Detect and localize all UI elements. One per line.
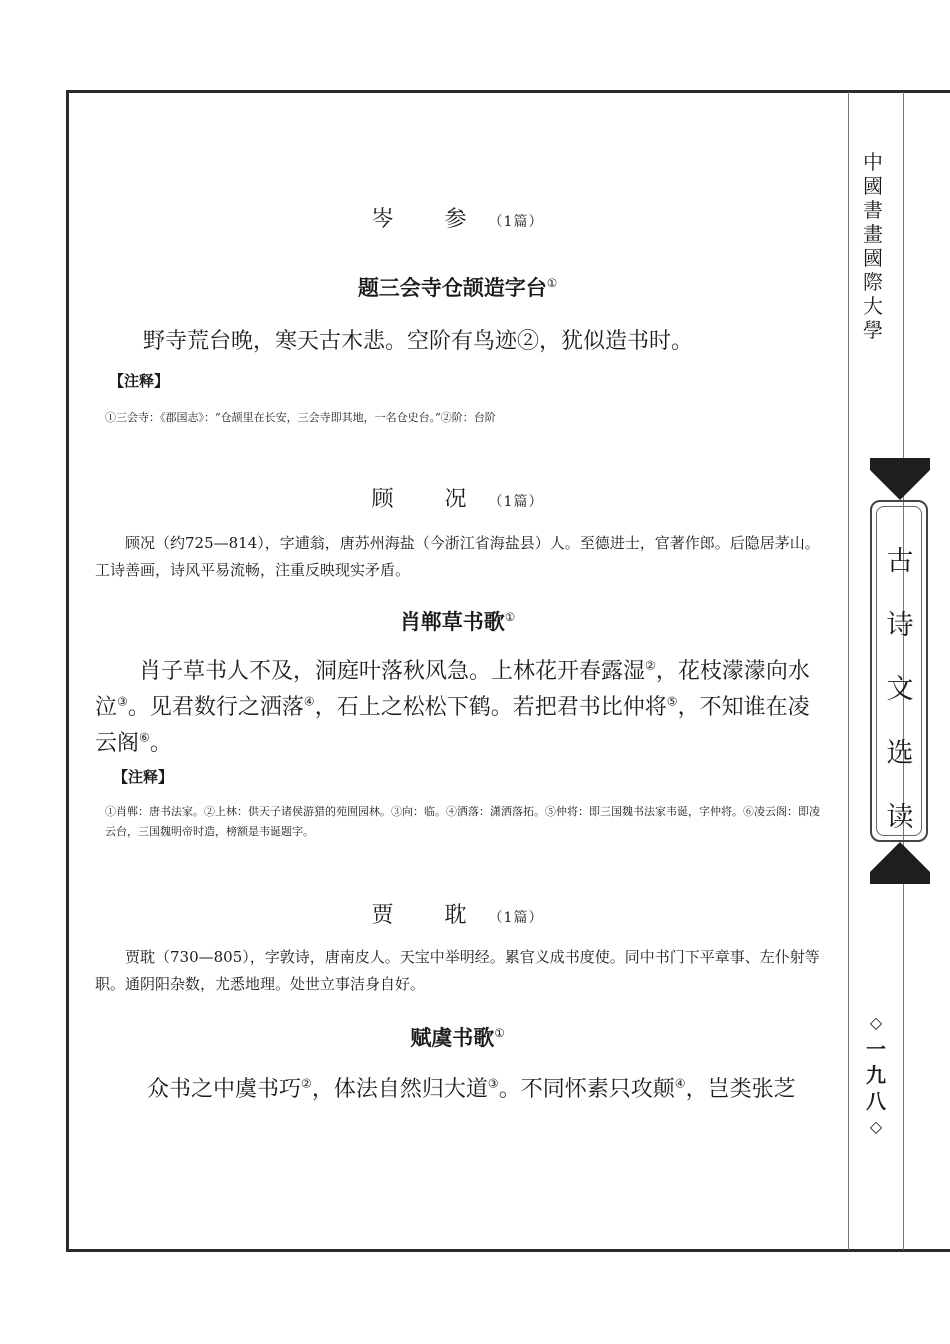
book-title-vertical: 古 诗 文 选 读 — [886, 546, 914, 833]
author-bio: 贾耽（730—805），字敦诗，唐南皮人。天宝中举明经。累官义成书度使。同中书门下平章事、左仆射等职。通阴阳杂数，尤悉地理。处世立事洁身自好。 — [95, 948, 820, 993]
poem-title: 肖郸草书歌① — [399, 610, 516, 634]
page-number: ◇ 一 九 八 ◇ — [860, 1010, 892, 1140]
annotation-heading: 【注释】 — [113, 768, 174, 786]
author-bio: 顾况（约725—814），字逋翁，唐苏州海盐（今浙江省海盐县）人。至德进士，官著作郎。后隐居茅山。工诗善画，诗风平易流畅，注重反映现实矛盾。 — [95, 534, 820, 579]
university-vertical-title: 中 國 書 畫 國 際 大 學 — [863, 150, 883, 342]
decor-bar-top — [870, 458, 930, 470]
decor-chevron-top — [870, 470, 930, 500]
diamond-icon: ◇ — [869, 1117, 883, 1136]
author-heading: 岑 参（1篇） — [371, 207, 544, 232]
annotation-text: ①肖郸：唐书法家。②上林：供天子诸侯游猎的苑囿园林。③向：临。④洒落：潇洒落拓。⑤仲将：即三国魏书法家韦诞，字仲将。⑥凌云阁：即凌云台，三国魏明帝时造，榜额是韦诞题字。 — [105, 805, 820, 838]
poem-text: 众书之中虞书巧②，体法自然归大道③。不同怀素只攻颠④，岂类张芝 — [147, 1076, 796, 1102]
author-heading: 贾 耽（1篇） — [371, 903, 544, 928]
poem-text: 野寺荒台晚，寒天古木悲。空阶有鸟迹②，犹似造书时。 — [143, 329, 694, 354]
annotation-text: ①三会寺：《郡国志》：“仓颉里在长安，三会寺即其地，一名仓史台。”②阶：台阶 — [105, 411, 496, 424]
poem-title: 题三会寺仓颉造字台① — [357, 276, 558, 300]
poem-title: 赋虞书歌① — [410, 1026, 505, 1050]
annotation-heading: 【注释】 — [109, 372, 170, 390]
diamond-icon: ◇ — [869, 1013, 883, 1032]
poem-text: 肖子草书人不及，洞庭叶落秋风急。上林花开春露湿②，花枝濛濛向水泣③。见君数行之洒落④，石上之松松下鹤。若把君书比仲将⑤，不知谁在凌云阁⑥。 — [95, 658, 810, 756]
margin-rule — [848, 92, 849, 1250]
decor-bar-bottom — [870, 872, 930, 884]
author-heading: 顾 况（1篇） — [371, 487, 544, 512]
